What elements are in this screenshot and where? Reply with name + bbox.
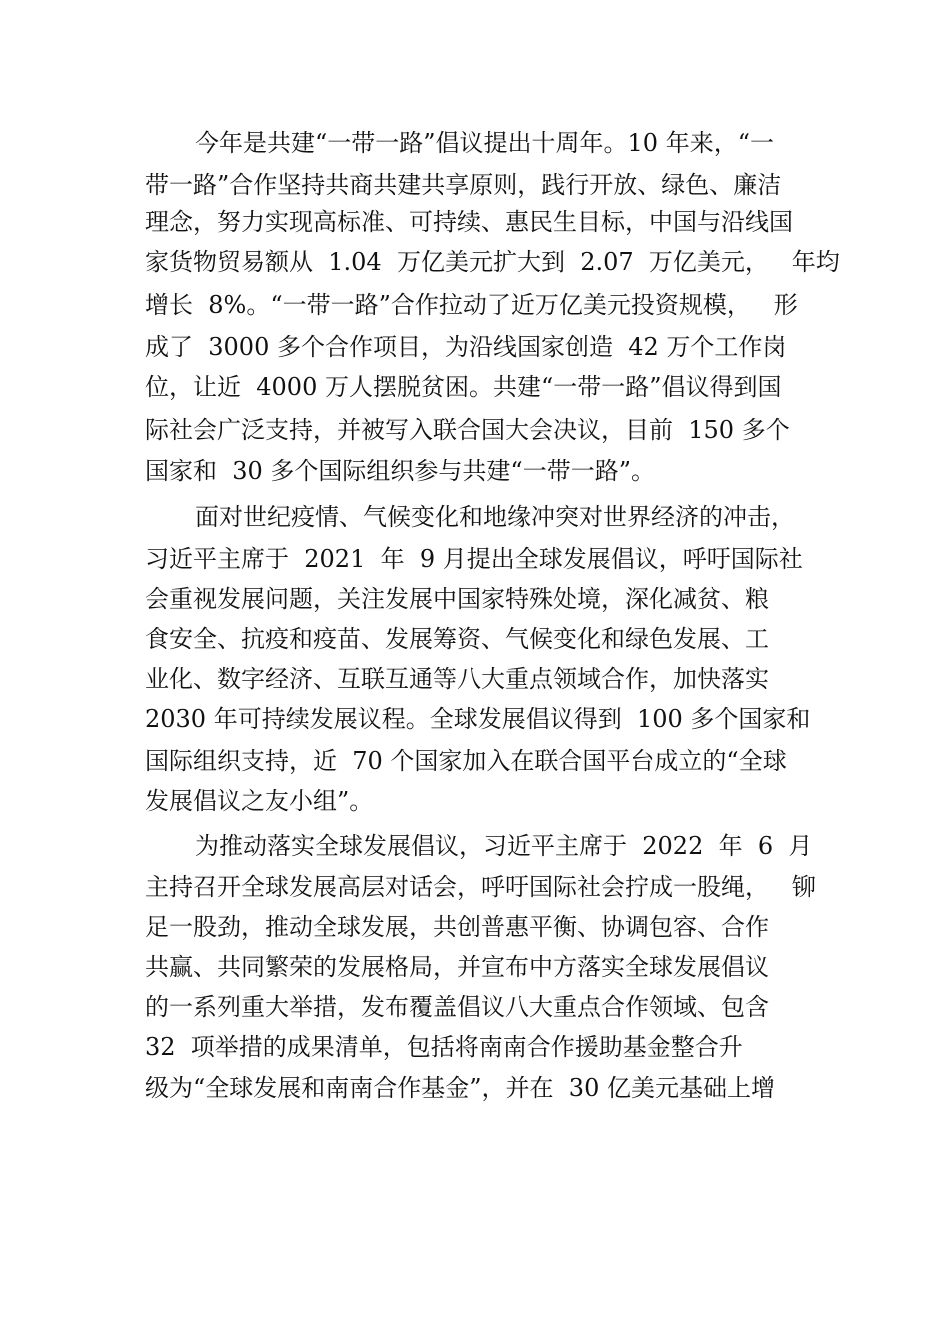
paragraph-3-line-1: 为推动落实全球发展倡议，习近平主席于 2022 年 6 月 <box>195 832 813 860</box>
paragraph-3-line-3: 足一股劲，推动全球发展，共创普惠平衡、协调包容、合作 <box>145 913 769 941</box>
paragraph-1-line-1: 今年是共建“一带一路”倡议提出十周年。10 年来，“一 <box>195 129 774 157</box>
paragraph-2-line-4: 食安全、抗疫和疫苗、发展筹资、气候变化和绿色发展、工 <box>145 625 769 653</box>
paragraph-1-line-9: 国家和 30 多个国际组织参与共建“一带一路”。 <box>145 457 655 485</box>
paragraph-3-line-5: 的一系列重大举措，发布覆盖倡议八大重点合作领域、包含 <box>145 993 769 1021</box>
paragraph-1-line-3: 理念，努力实现高标准、可持续、惠民生目标，中国与沿线国 <box>145 208 793 236</box>
paragraph-2-line-7: 国际组织支持，近 70 个国家加入在联合国平台成立的“全球 <box>145 747 787 775</box>
paragraph-2-line-3: 会重视发展问题，关注发展中国家特殊处境，深化减贫、粮 <box>145 585 769 613</box>
paragraph-1-line-5: 增长 8%。“一带一路”合作拉动了近万亿美元投资规模， 形 <box>145 291 798 319</box>
paragraph-3-line-2: 主持召开全球发展高层对话会，呼吁国际社会拧成一股绳， 铆 <box>145 873 816 901</box>
paragraph-2-line-6: 2030 年可持续发展议程。全球发展倡议得到 100 多个国家和 <box>145 705 811 733</box>
paragraph-1-line-4: 家货物贸易额从 1.04 万亿美元扩大到 2.07 万亿美元， 年均 <box>145 248 840 276</box>
paragraph-2-line-2: 习近平主席于 2021 年 9 月提出全球发展倡议，呼吁国际社 <box>145 545 803 573</box>
paragraph-3-line-7: 级为“全球发展和南南合作基金”，并在 30 亿美元基础上增 <box>145 1074 775 1102</box>
paragraph-1-line-7: 位，让近 4000 万人摆脱贫困。共建“一带一路”倡议得到国 <box>145 373 782 401</box>
paragraph-2-line-8: 发展倡议之友小组”。 <box>145 787 374 815</box>
paragraph-1-line-8: 际社会广泛支持，并被写入联合国大会决议，目前 150 多个 <box>145 416 790 444</box>
paragraph-2-line-1: 面对世纪疫情、气候变化和地缘冲突对世界经济的冲击， <box>195 503 795 531</box>
paragraph-1-line-6: 成了 3000 多个合作项目，为沿线国家创造 42 万个工作岗 <box>145 333 787 361</box>
paragraph-2-line-5: 业化、数字经济、互联互通等八大重点领域合作，加快落实 <box>145 665 769 693</box>
paragraph-1-line-2: 带一路”合作坚持共商共建共享原则，践行开放、绿色、廉洁 <box>145 171 782 199</box>
paragraph-3-line-4: 共赢、共同繁荣的发展格局，并宣布中方落实全球发展倡议 <box>145 953 769 981</box>
paragraph-3-line-6: 32 项举措的成果清单，包括将南南合作援助基金整合升 <box>145 1033 743 1061</box>
